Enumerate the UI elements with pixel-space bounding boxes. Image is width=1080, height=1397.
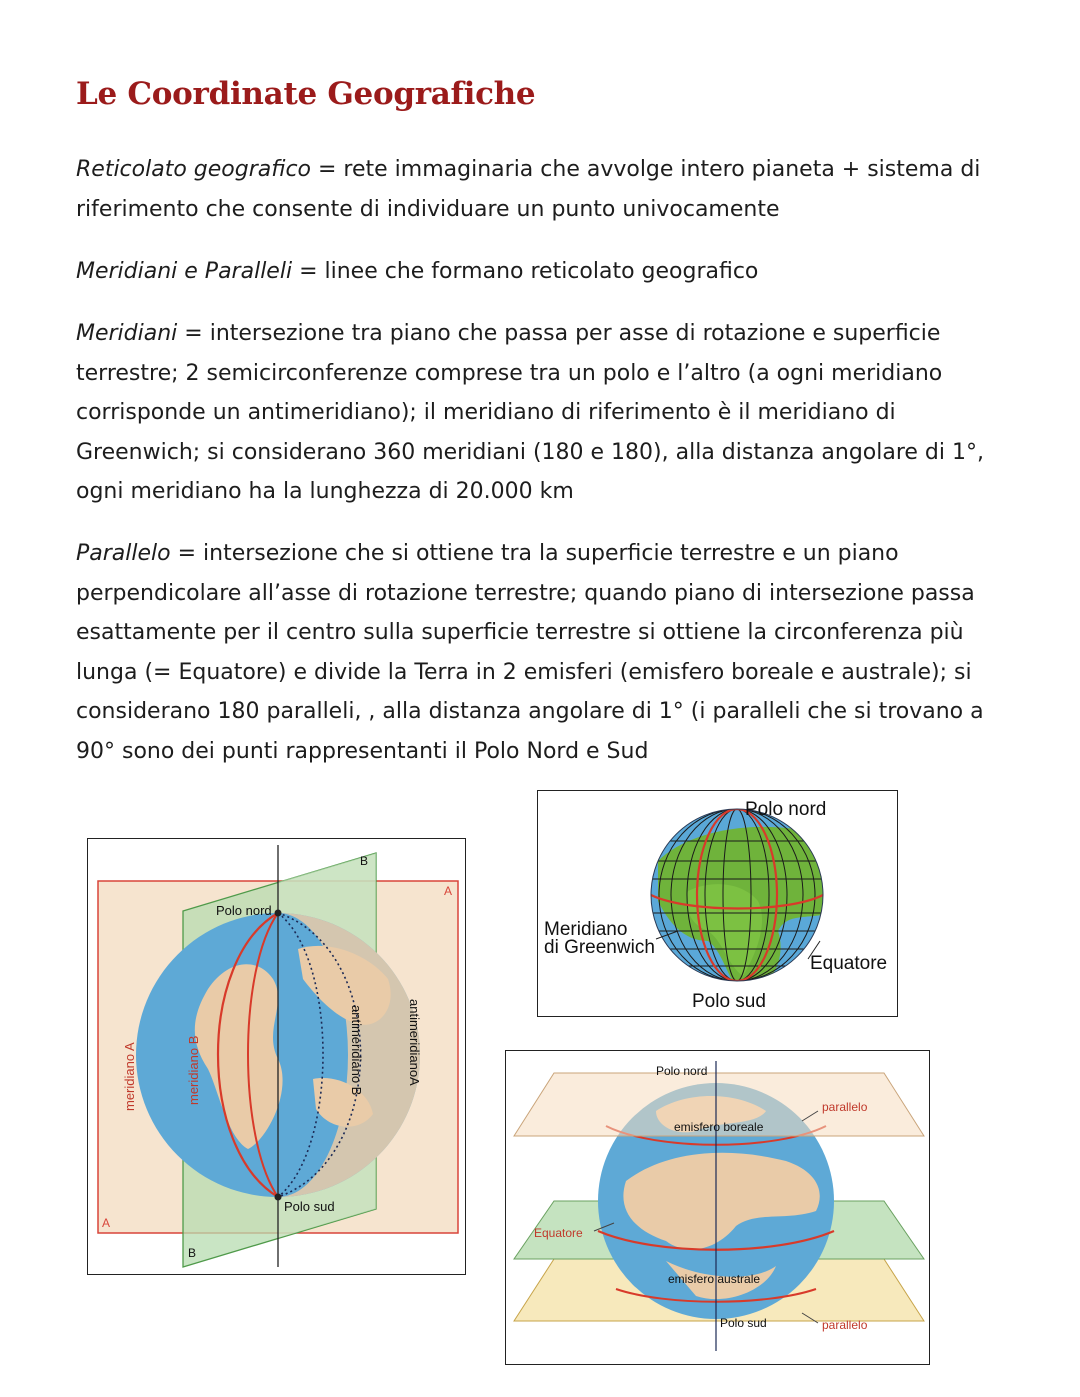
label-plane-a-top: A (444, 884, 453, 898)
label-meridiano: Meridiano (544, 919, 628, 940)
paragraph-parallelo (76, 534, 1011, 772)
term-meridiani-paralleli: Meridiani e Paralleli (76, 259, 293, 284)
north-pole-point (275, 910, 282, 917)
label-equatore: Equatore (810, 953, 888, 974)
parallels-illustration (506, 1051, 929, 1364)
label-polo-sud: Polo sud (284, 1199, 335, 1214)
label-emisfero-boreale: emisfero boreale (674, 1120, 764, 1134)
label-parallelo-top: parallelo (822, 1100, 868, 1114)
label-polo-nord: Polo nord (656, 1064, 708, 1078)
term-parallelo: Parallelo (76, 541, 171, 566)
figure-meridians-planes (87, 838, 466, 1275)
label-plane-b-top: B (360, 854, 369, 868)
label-plane-a-bottom: A (102, 1216, 111, 1230)
label-polo-nord: Polo nord (216, 903, 272, 918)
term-meridiani: Meridiani (76, 321, 178, 346)
definition-reticolato: = rete immaginaria che avvolge intero pianeta + sistema di riferimento che consente di individuare un punto univocamente (76, 157, 981, 222)
label-emisfero-australe: emisfero australe (668, 1272, 761, 1286)
figure-greenwich (537, 790, 898, 1017)
meridians-illustration (88, 839, 465, 1274)
greenwich-illustration (538, 791, 897, 1016)
figure-parallels (505, 1050, 930, 1365)
label-meridiano-a: meridiano A (122, 1042, 137, 1111)
south-pole-point (275, 1194, 282, 1201)
term-reticolato: Reticolato geografico (76, 157, 312, 182)
definition-parallelo: = intersezione che si ottiene tra la superficie terrestre e un piano perpendicolare all’asse di rotazione terrestre; quando piano di intersezione passa esattamente per il centro sulla superficie terrestre si ottiene la circonferenza più lunga (= Equatore) e divide la Terra in 2 emisferi (emisfero boreale e australe); si considerano 180 paralleli, , alla distanza angolare di 1° (i paralleli che si trovano a 90° sono dei punti rappresentanti il Polo Nord e Sud (76, 541, 984, 764)
definition-meridiani: = intersezione tra piano che passa per asse di rotazione e superficie terrestre; 2 semicirconferenze comprese tra un polo e l’altro (a ogni meridiano corrisponde un antimeridiano); il meridiano di riferimento è il meridiano di Greenwich; si considerano 360 meridiani (180 e 180), alla distanza angolare di 1°, ogni meridiano ha la lunghezza di 20.000 km (76, 321, 984, 505)
label-polo-sud: Polo sud (720, 1316, 767, 1330)
label-antimeridiano-a: antimeridianoA (407, 999, 422, 1086)
paragraph-reticolato (76, 150, 1011, 229)
paragraph-meridiani (76, 314, 1011, 512)
label-equatore: Equatore (534, 1226, 583, 1240)
label-polo-sud: Polo sud (692, 991, 766, 1012)
label-di-greenwich: di Greenwich (544, 937, 655, 958)
label-polo-nord: Polo nord (745, 799, 827, 820)
label-parallelo-bottom: parallelo (822, 1318, 868, 1332)
label-plane-b-bottom: B (188, 1246, 197, 1260)
paragraph-meridiani-paralleli (76, 252, 1011, 292)
definition-meridiani-paralleli: = linee che formano reticolato geografico (292, 259, 759, 284)
page-title: Le Coordinate Geografiche (76, 76, 536, 112)
label-antimeridiano-b: antimeridiano B (349, 1005, 364, 1096)
label-meridiano-b: meridiano B (186, 1035, 201, 1105)
